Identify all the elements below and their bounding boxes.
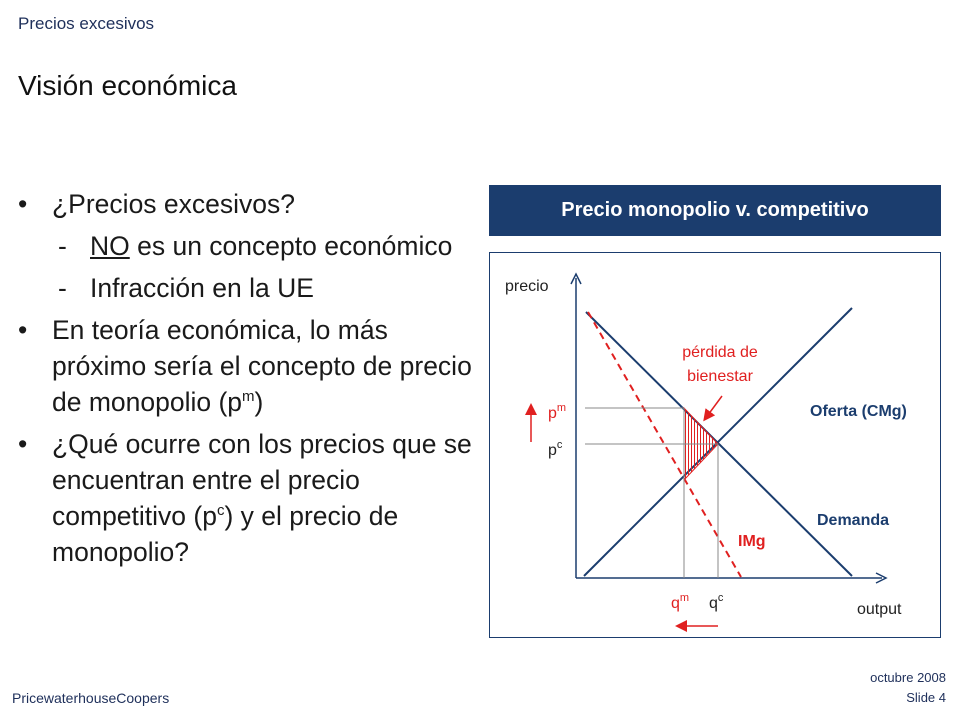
loss-label-line1: pérdida de: [682, 344, 758, 361]
dash-marker: -: [58, 273, 67, 303]
bullet-text-end: ): [254, 387, 264, 417]
footer-date: octubre 2008: [870, 670, 946, 685]
dash-marker: -: [58, 231, 67, 261]
sub-bullet-text: es un concepto económico: [129, 231, 453, 261]
demand-label: Demanda: [817, 512, 890, 529]
bullet-marker: •: [18, 189, 28, 219]
slide-number: Slide 4: [906, 690, 946, 705]
superscript: m: [242, 388, 255, 406]
loss-pointer-arrow: [705, 396, 722, 419]
pc-label: $p^c$: [548, 439, 563, 459]
bullet-marker: •: [18, 429, 28, 459]
bullet-text-end: ) y el precio de monopolio?: [52, 501, 399, 567]
page-title: Visión económica: [18, 70, 237, 101]
bullet-text: En teoría económica, lo más próximo sería el concepto de precio de monopolio (p: [52, 315, 472, 417]
bullet-text: ¿Precios excesivos?: [52, 189, 296, 219]
supply-label: Oferta (CMg): [810, 403, 907, 420]
pm-label: $p^m$: [548, 402, 567, 422]
bullet-text: ¿Qué ocurre con los precios que se encuentran entre el precio competitivo (p: [52, 429, 472, 531]
x-axis-label: output: [857, 601, 902, 618]
diagram-title-bar: Precio monopolio v. competitivo: [489, 185, 941, 236]
superscript: c: [216, 502, 225, 520]
y-axis-label: precio: [505, 278, 549, 295]
section-label: Precios excesivos: [18, 14, 155, 33]
mr-label: IMg: [738, 533, 766, 550]
qc-label: $q^c$: [709, 592, 724, 612]
loss-label-line2: bienestar: [687, 368, 753, 385]
sub-bullet-text: Infracción en la UE: [90, 273, 314, 303]
qm-label: $q^m$: [671, 592, 690, 612]
underlined-no: NO: [90, 231, 130, 261]
bullet-marker: •: [18, 315, 28, 345]
company-name: PricewaterhouseCoopers: [12, 690, 170, 706]
